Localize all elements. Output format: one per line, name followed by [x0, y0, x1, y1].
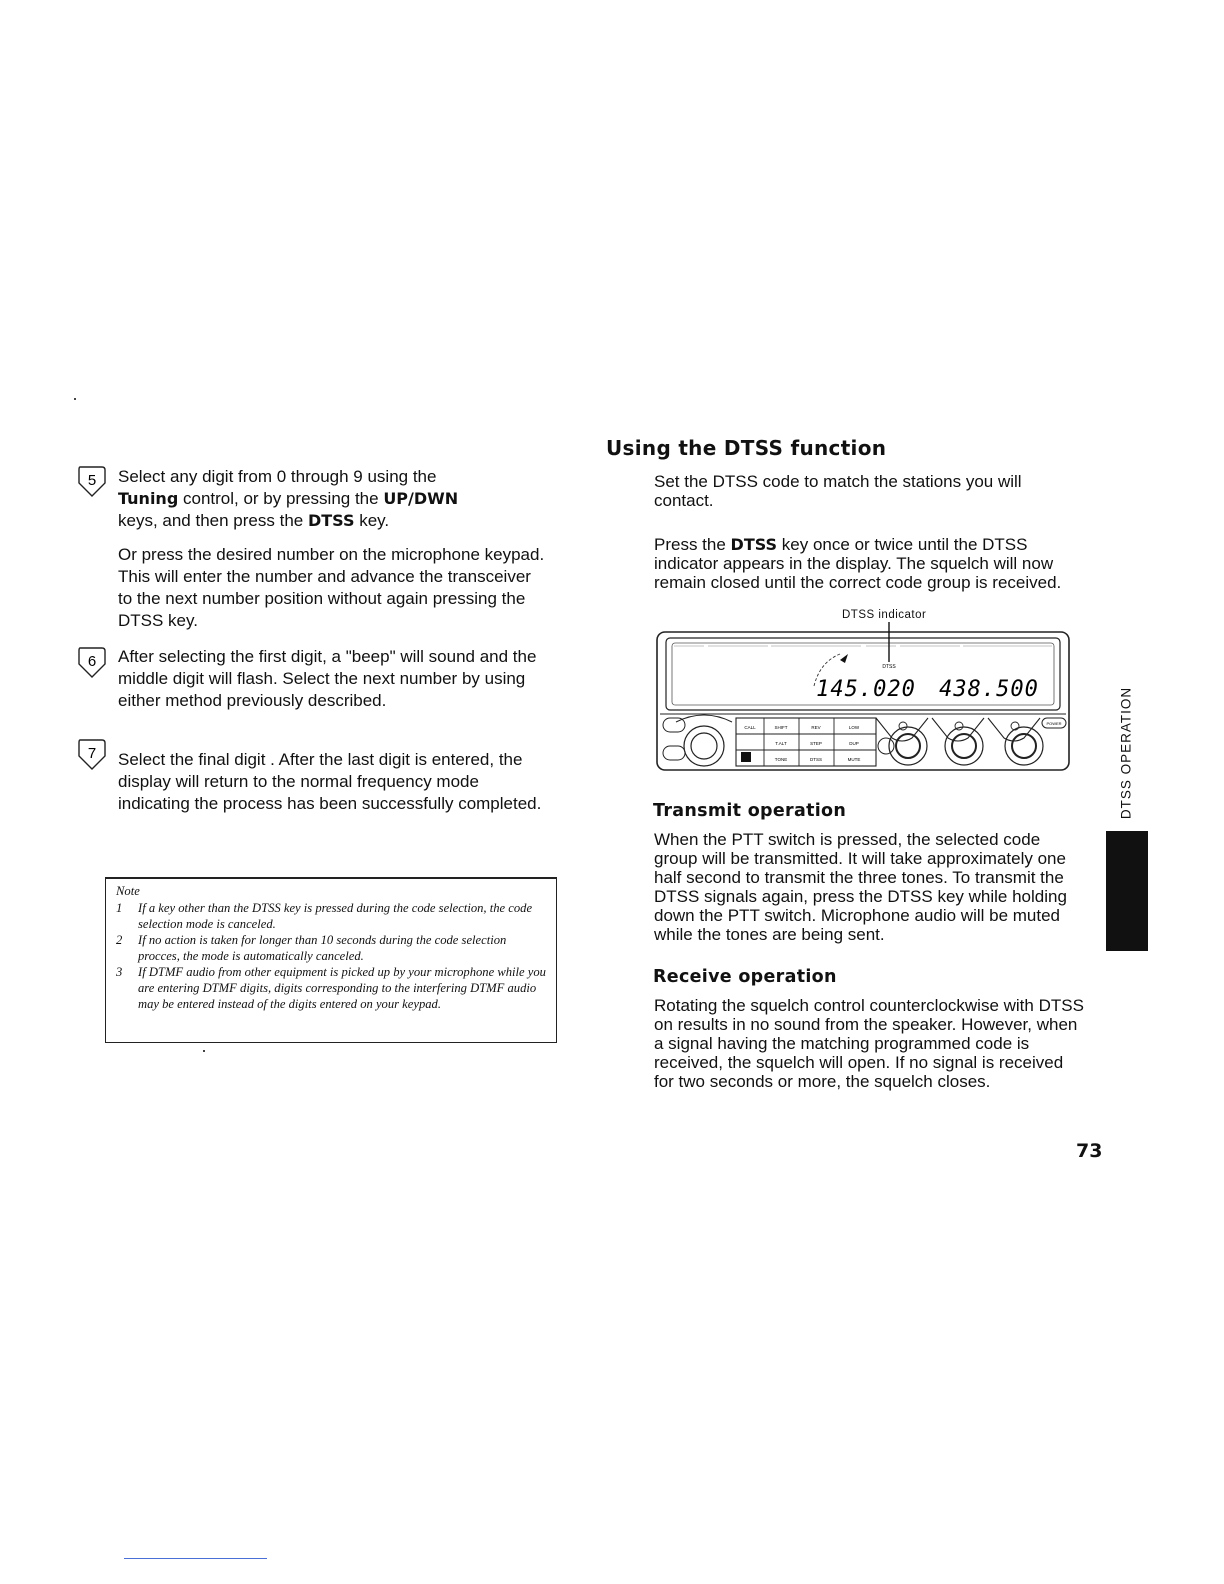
step-5-text: Select any digit from 0 through 9 using the Tuning control, or by pressing the UP/DWN keys, and then press the DTSS key. Or press the desired number on the microphone keypad. This will enter the number and advance the transceiver to the next number position without again pressing the DTSS key.	[118, 466, 548, 632]
svg-text:438.500: 438.500	[939, 677, 1039, 702]
step-5-alternate: Or press the desired number on the microphone keypad. This will enter the number and advance the transceiver to the next number position without again pressing the DTSS key.	[118, 545, 545, 630]
svg-text:CALL: CALL	[744, 725, 756, 730]
intro-text: Set the DTSS code to match the stations you will contact.	[654, 472, 1022, 510]
svg-text:TONE: TONE	[774, 757, 788, 762]
svg-text:REV: REV	[811, 725, 821, 730]
receive-heading: Receive operation	[653, 967, 837, 987]
note-item: 3 If DTMF audio from other equipment is picked up by your microphone while you are entering DTMF digits, digits corresponding to the interfering DTMF audio may be entered instead of the digits entered on your keypad.	[116, 965, 546, 1011]
press-dtss-text: Press the DTSS key once or twice until the DTSS indicator appears in the display. The squelch will now remain closed until the correct code group is received.	[654, 535, 1062, 592]
scan-speck	[74, 398, 76, 400]
svg-text:DUP: DUP	[849, 741, 859, 746]
note-title: Note	[116, 884, 140, 898]
note-item: 1 If a key other than the DTSS key is pressed during the code selection, the code selection mode is canceled.	[116, 901, 533, 931]
step-7-text: Select the final digit . After the last digit is entered, the display will return to the normal frequency mode indicating the process has been successfully completed.	[118, 750, 542, 813]
transmit-heading: Transmit operation	[653, 801, 847, 821]
step-badge-6	[76, 646, 108, 680]
step-badge-7	[76, 738, 108, 772]
step-badge-5	[76, 465, 108, 499]
svg-text:STEP: STEP	[810, 741, 822, 746]
svg-text:POWER: POWER	[1046, 721, 1062, 726]
side-tab-label: DTSS OPERATION	[1118, 686, 1134, 820]
svg-text:LOW: LOW	[848, 725, 860, 730]
svg-text:MUTE: MUTE	[847, 757, 861, 762]
svg-text:T.ALT: T.ALT	[775, 741, 787, 746]
svg-text:DTSS: DTSS	[882, 664, 896, 670]
svg-text:7: 7	[87, 745, 97, 762]
side-tab-bar	[1106, 831, 1148, 951]
svg-text:5: 5	[87, 472, 97, 489]
radio-front-panel-figure	[654, 622, 1072, 774]
footer-rule	[124, 1558, 267, 1559]
note-item: 2 If no action is taken for longer than 10 seconds during the code selection procces, the mode is automatically canceled.	[116, 933, 507, 963]
scan-speck	[203, 1050, 205, 1052]
note-box	[105, 877, 557, 1043]
transmit-text: When the PTT switch is pressed, the selected code group will be transmitted. It will take approximately one half second to transmit the three tones. To transmit the DTSS signals again, press the DTSS key while holding down the PTT switch. Microphone audio will be muted while the tones are being sent.	[654, 830, 1067, 944]
svg-text:SHIFT: SHIFT	[774, 725, 788, 730]
section-heading: Using the DTSS function	[606, 436, 887, 460]
page-number: 73	[1076, 1140, 1103, 1162]
svg-text:145.020: 145.020	[816, 677, 916, 702]
svg-text:6: 6	[87, 653, 97, 670]
receive-text: Rotating the squelch control counterclockwise with DTSS on results in no sound from the speaker. However, when a signal having the matching programmed code is received, the squelch will open. If no signal is received for two seconds or more, the squelch closes.	[654, 996, 1084, 1091]
dtss-indicator-label: DTSS indicator	[842, 609, 927, 621]
svg-text:DTSS: DTSS	[809, 757, 823, 762]
step-6-text: After selecting the first digit, a "beep" will sound and the middle digit will flash. Select the next number by using either method previously described.	[118, 647, 537, 710]
